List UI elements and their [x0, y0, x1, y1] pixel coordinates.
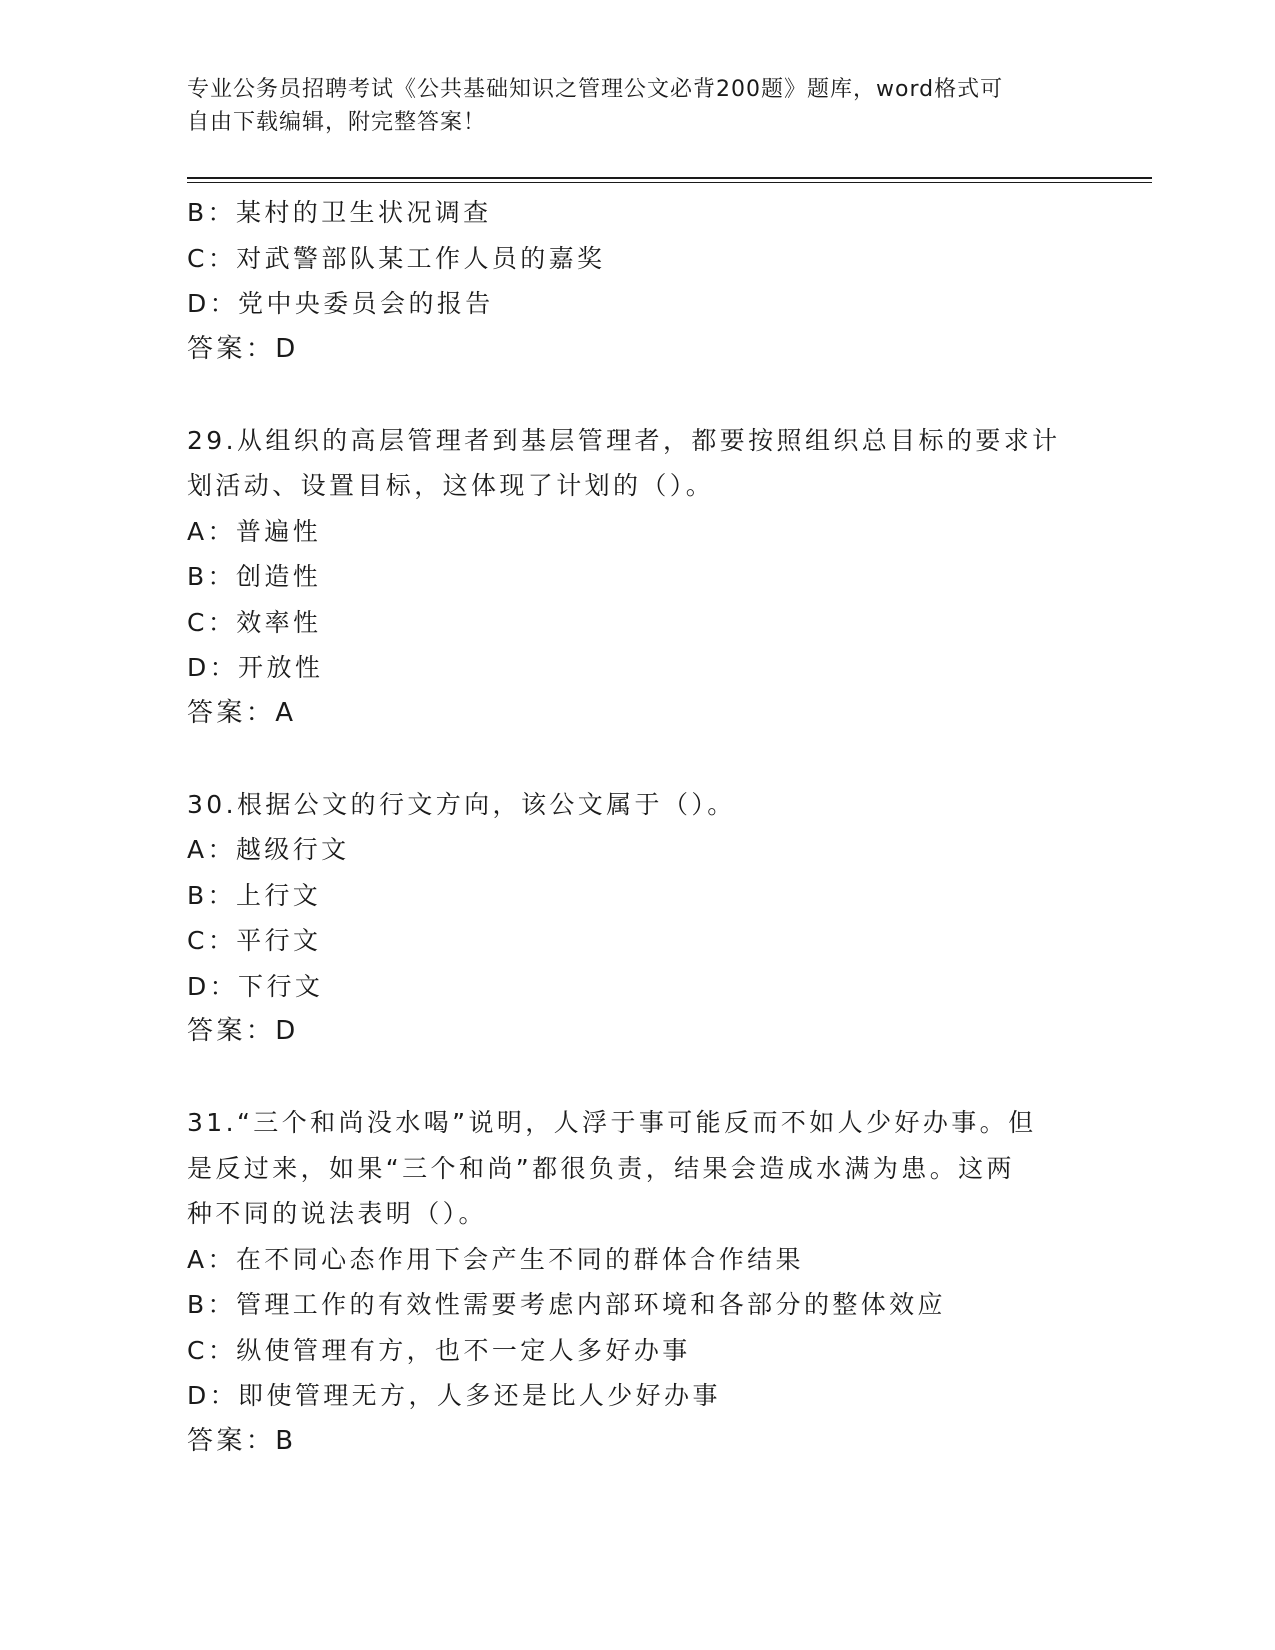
option-d: D：开放性 — [187, 653, 324, 682]
question-28-tail — [187, 190, 1087, 372]
option-d: D：下行文 — [187, 971, 324, 1001]
question-29 — [187, 418, 1087, 737]
option-b: B：某村的卫生状况调查 — [187, 198, 492, 227]
option-b: B：创造性 — [187, 562, 322, 591]
header-line-2: 自由下载编辑，附完整答案！ — [187, 110, 487, 135]
answer: 答案：D — [187, 1016, 299, 1046]
question-stem: 是反过来，如果“三个和尚”都很负责，结果会造成水满为患。这两 — [187, 1153, 1015, 1183]
question-list — [187, 190, 1087, 1464]
question-stem: 30.根据公文的行文方向，该公文属于（）。 — [187, 789, 736, 819]
option-d: D：即使管理无方，人多还是比人少好办事 — [187, 1381, 721, 1410]
header-divider-thin — [187, 182, 1152, 183]
option-c: C：纵使管理有方，也不一定人多好办事 — [187, 1335, 691, 1365]
option-a: A：越级行文 — [187, 835, 350, 864]
question-stem: 种不同的说法表明（）。 — [187, 1199, 487, 1228]
question-30 — [187, 782, 1087, 1055]
spacer — [187, 1055, 1087, 1101]
question-stem: 31.“三个和尚没水喝”说明，人浮于事可能反而不如人少好办事。但 — [187, 1108, 1037, 1137]
header-line-1: 专业公务员招聘考试《公共基础知识之管理公文必背200题》题库，word格式可 — [187, 77, 1004, 102]
option-c: C：平行文 — [187, 926, 322, 955]
question-stem: 划活动、设置目标，这体现了计划的（）。 — [187, 471, 715, 500]
spacer — [187, 372, 1087, 418]
option-b: B：上行文 — [187, 880, 322, 910]
option-b: B：管理工作的有效性需要考虑内部环境和各部分的整体效应 — [187, 1290, 946, 1319]
answer: 答案：D — [187, 333, 299, 364]
document-header — [187, 73, 1087, 139]
question-31 — [187, 1100, 1087, 1464]
option-d: D：党中央委员会的报告 — [187, 289, 494, 318]
option-a: A：普遍性 — [187, 516, 322, 546]
option-a: A：在不同心态作用下会产生不同的群体合作结果 — [187, 1244, 804, 1274]
header-divider-thick — [187, 177, 1152, 179]
option-c: C：效率性 — [187, 607, 322, 637]
spacer — [187, 736, 1087, 782]
answer: 答案：B — [187, 1425, 297, 1456]
option-c: C：对武警部队某工作人员的嘉奖 — [187, 243, 606, 273]
question-stem: 29.从组织的高层管理者到基层管理者，都要按照组织总目标的要求计 — [187, 425, 1061, 455]
answer: 答案：A — [187, 697, 297, 728]
